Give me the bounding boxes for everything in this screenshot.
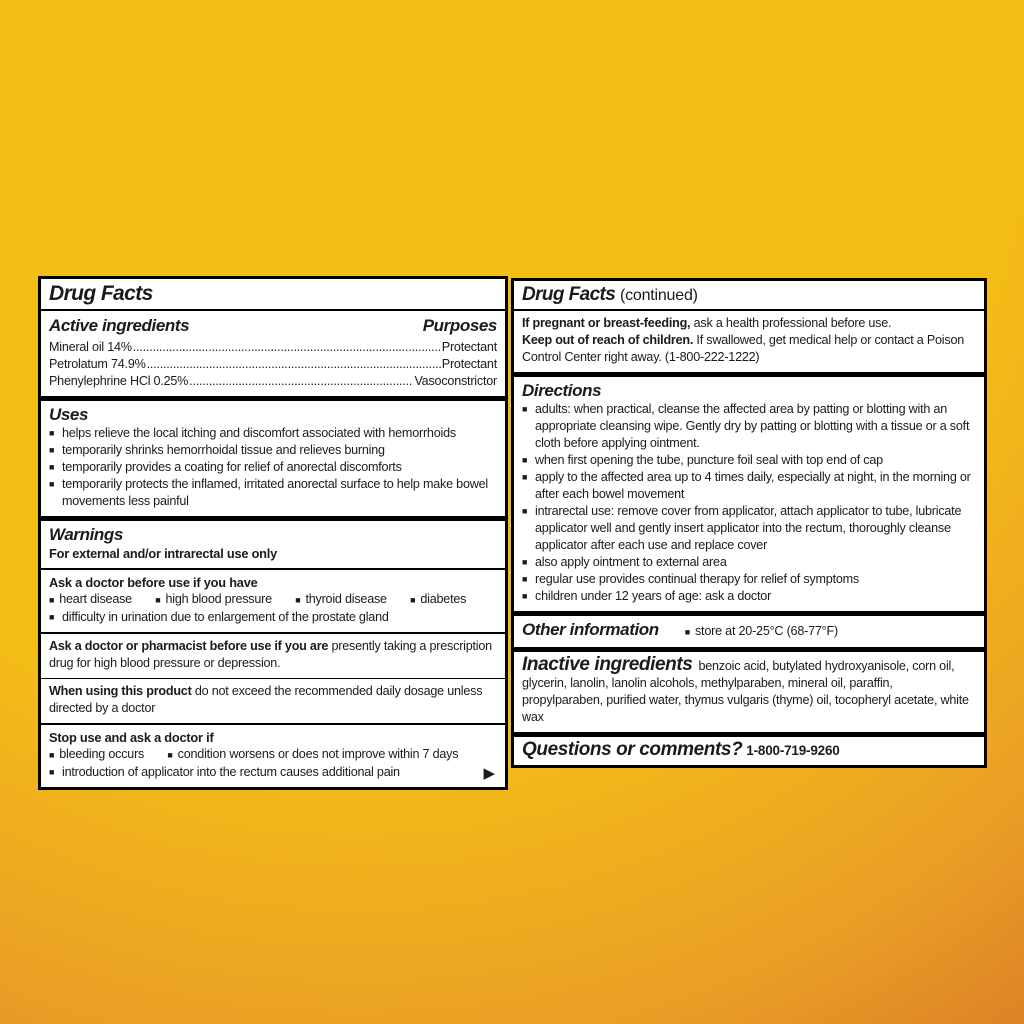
bullet-item: ■ introduction of applicator into the rectum causes additional pain xyxy=(49,764,400,781)
dot-leader xyxy=(133,339,441,356)
inactive-ingredients-text: benzoic acid, butylated hydroxyanisole, corn oil, glycerin, lanolin, lanolin alcohols, methylparaben, mineral oil, paraffin, propylparaben, purified water, thymus vulgaris (thyme) oil, tocopheryl acetate, white wax xyxy=(522,658,969,724)
drug-facts-panel-left xyxy=(38,276,508,790)
condition-list xyxy=(49,746,497,764)
inactive-ingredients-section xyxy=(514,652,984,732)
when-using-section xyxy=(41,679,505,723)
ingredient-purpose: Vasoconstrictor xyxy=(414,373,497,388)
ingredient-purpose: Protectant xyxy=(441,356,497,371)
storage-note: ■ store at 20-25°C (68-77°F) xyxy=(685,624,838,638)
bullet-item: ■ temporarily protects the inflamed, irritated anorectal surface to help make bowel movements less painful xyxy=(49,476,497,510)
when-using-text: do not exceed the recommended daily dosage unless directed by a doctor xyxy=(49,684,483,716)
bullet-item: ■ temporarily shrinks hemorrhoidal tissue and relieves burning xyxy=(49,442,497,459)
ingredient-purpose: Protectant xyxy=(441,339,497,354)
bullet-item: ■ helps relieve the local itching and discomfort associated with hemorrhoids xyxy=(49,425,497,442)
keep-out-text: If swallowed, get medical help or contact a Poison Control Center right away. (1-800-222-1222) xyxy=(522,332,965,364)
uses-heading: Uses xyxy=(49,404,89,424)
pregnancy-warning-section xyxy=(514,311,984,372)
bullet-item: ■ difficulty in urination due to enlargement of the prostate gland xyxy=(49,609,497,626)
inactive-ingredients-heading: Inactive ingredients xyxy=(522,653,693,675)
warnings-subheading: For external and/or intrarectal use only xyxy=(49,546,278,562)
ingredient-name: Phenylephrine HCl 0.25% xyxy=(49,373,189,388)
ask-pharmacist-lead: Ask a doctor or pharmacist before use if you are xyxy=(49,638,329,653)
continue-arrow-icon: ▶ xyxy=(483,764,495,782)
condition-item: ■ high blood pressure xyxy=(155,592,272,606)
condition-item: ■ thyroid disease xyxy=(295,592,387,606)
continued-label: (continued) xyxy=(619,287,698,304)
condition-item: ■ heart disease xyxy=(49,592,132,606)
ask-doctor-lead: Ask a doctor before use if you have xyxy=(49,574,258,590)
questions-heading: Questions or comments? xyxy=(522,738,743,760)
condition-item: ■ bleeding occurs xyxy=(49,747,144,761)
ingredient-name: Mineral oil 14% xyxy=(49,339,132,354)
dot-leader xyxy=(147,356,441,373)
pregnancy-lead: If pregnant or breast-feeding, xyxy=(522,315,691,330)
other-information-heading: Other information xyxy=(522,620,659,640)
condition-item: ■ condition worsens or does not improve within 7 days xyxy=(167,747,458,761)
questions-phone-number: 1-800-719-9260 xyxy=(746,742,840,758)
when-using-lead: When using this product xyxy=(49,684,192,699)
dot-leader xyxy=(189,373,413,390)
uses-section xyxy=(41,401,505,516)
bullet-item: ■ temporarily provides a coating for relief of anorectal discomforts xyxy=(49,459,497,476)
bullet-item: ■ when first opening the tube, puncture foil seal with top end of cap xyxy=(522,452,976,469)
other-information-section xyxy=(514,616,984,646)
bullet-item: ■ also apply ointment to external area xyxy=(522,554,976,571)
ingredient-row xyxy=(49,373,497,390)
questions-section xyxy=(514,737,984,765)
ingredient-row xyxy=(49,356,497,373)
warnings-heading: Warnings xyxy=(49,524,123,544)
warnings-heading-section xyxy=(41,521,505,568)
condition-list xyxy=(49,591,497,609)
stop-use-lead: Stop use and ask a doctor if xyxy=(49,729,214,745)
bullet-item: ■ intrarectal use: remove cover from applicator, attach applicator to tube, lubricate applicator well and gently insert applicator into the rectum, thoroughly cleanse applicator after each use and replace cover xyxy=(522,503,976,554)
ask-pharmacist-section xyxy=(41,634,505,678)
bullet-item: ■ adults: when practical, cleanse the affected area by patting or blotting with an appropriate cleansing wipe. Gently dry by patting or blotting with a tissue or a soft cloth before applying ointment. xyxy=(522,401,976,452)
ingredient-name: Petrolatum 74.9% xyxy=(49,356,146,371)
pregnancy-text: ask a health professional before use. xyxy=(693,315,892,330)
stop-use-section xyxy=(41,725,505,787)
drug-facts-continued-title xyxy=(514,281,984,309)
directions-heading: Directions xyxy=(522,380,602,400)
bullet-item: ■ regular use provides continual therapy for relief of symptoms xyxy=(522,571,976,588)
directions-section xyxy=(514,377,984,611)
purposes-heading: Purposes xyxy=(422,316,497,336)
ask-pharmacist-text: presently taking a prescription drug for high blood pressure or depression. xyxy=(49,638,492,670)
ask-doctor-section xyxy=(41,570,505,632)
bullet-item: ■ apply to the affected area up to 4 times daily, especially at night, in the morning or after each bowel movement xyxy=(522,469,976,503)
condition-item: ■ diabetes xyxy=(410,592,466,606)
bullet-item: ■ children under 12 years of age: ask a doctor xyxy=(522,588,976,605)
drug-facts-panel-right xyxy=(511,278,987,768)
drug-facts-title-text: Drug Facts xyxy=(522,284,616,305)
active-ingredients-section xyxy=(41,311,505,395)
ingredient-row xyxy=(49,339,497,356)
drug-facts-title: Drug Facts xyxy=(49,282,153,305)
active-ingredients-heading: Active ingredients xyxy=(49,316,190,336)
keep-out-lead: Keep out of reach of children. xyxy=(522,332,694,347)
